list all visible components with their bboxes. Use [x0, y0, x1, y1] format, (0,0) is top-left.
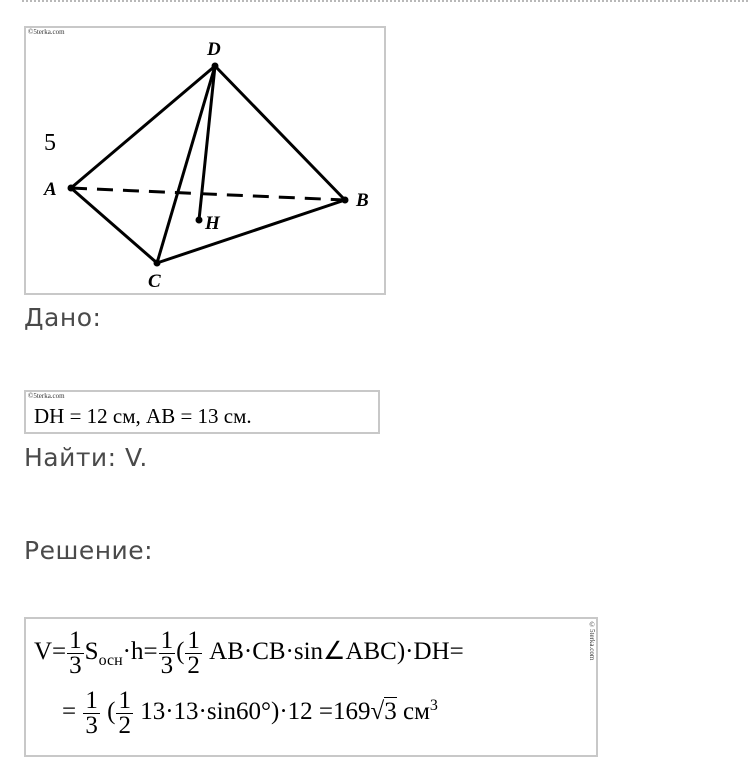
vertex-label-b: B — [356, 190, 369, 211]
number-label: 5 — [44, 130, 56, 156]
point-c — [154, 260, 161, 267]
pyramid-diagram — [26, 28, 384, 293]
sqrt-sign: √ — [370, 698, 385, 726]
fraction-one-third-2: $\frac{1}{3}$ — [160, 627, 174, 679]
formula-box — [24, 617, 598, 757]
fraction-one-third: $\frac{1}{3}$ — [69, 627, 82, 679]
sqrt-arg: 3 — [384, 698, 397, 726]
fraction2-one-third: $\frac{1}{3}$ — [85, 687, 98, 739]
edge-ab-hidden — [71, 188, 345, 200]
formula-line-1 — [34, 629, 464, 678]
fraction-one-half: $\frac{1}{2}$ — [187, 627, 200, 679]
pyramid-figure — [24, 26, 386, 295]
formula-v: V= — [34, 638, 67, 666]
find-text: Найти: V. — [24, 443, 148, 472]
point-h — [196, 217, 203, 224]
formula-s: S — [84, 638, 99, 666]
vertex-label-c: C — [148, 271, 161, 292]
unit-power: 3 — [429, 696, 438, 714]
edge-cb — [157, 200, 345, 263]
vertex-label-d: D — [207, 39, 221, 60]
unit: см — [403, 698, 430, 726]
formula-watermark: ©5terka.com — [588, 621, 596, 661]
edge-db — [215, 66, 345, 200]
formula-h: ·h= — [122, 638, 158, 666]
figure-watermark: ©5terka.com — [28, 28, 65, 36]
given-values-box — [24, 390, 380, 434]
vertex-label-a: A — [44, 179, 57, 200]
point-a — [68, 185, 75, 192]
vertex-label-h: H — [205, 213, 220, 234]
formula-paren: ( — [176, 638, 185, 666]
solution-heading: Решение: — [24, 536, 154, 565]
edge-da — [71, 66, 215, 188]
given-values-text: DH = 12 см, AB = 13 см. — [34, 404, 252, 428]
formula-line-2: = $\frac{1}{3}$ ( $\frac{1}{2}$ 13·13·sin60°)·12 =169√3 $см^3$ — [62, 687, 438, 739]
given-heading: Дано: — [24, 303, 102, 332]
formula2-rest: 13·13·sin60°)·12 =169 — [140, 698, 371, 726]
point-d — [212, 63, 219, 70]
fraction2-one-half: $\frac{1}{2}$ — [118, 687, 131, 739]
given-watermark: ©5terka.com — [28, 392, 65, 400]
formula-s-sub: осн — [98, 652, 123, 670]
formula2-eq: = — [62, 698, 77, 726]
point-b — [342, 197, 349, 204]
formula-rest: AB·CB·sin∠ABC)·DH= — [209, 638, 464, 666]
edge-ac — [71, 188, 157, 263]
top-dotted-divider — [22, 0, 748, 2]
